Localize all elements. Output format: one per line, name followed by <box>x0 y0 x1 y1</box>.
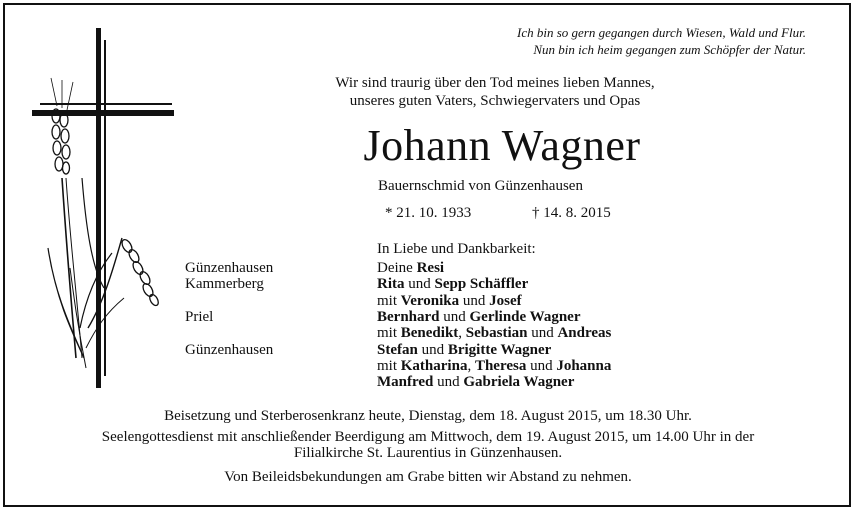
mourner-line: mit Veronika und Josef <box>377 292 522 309</box>
birth-date: * 21. 10. 1933 <box>385 205 472 221</box>
mourner-line: mit Benedikt, Sebastian und Andreas <box>377 325 612 342</box>
intro-line-2: unseres guten Vaters, Schwiegervaters und Opas <box>349 93 641 109</box>
deceased-occupation: Bauernschmid von Günzenhausen <box>378 178 583 194</box>
mass-notice-line-1: Seelengottesdienst mit anschließender Beerdigung am Mittwoch, dem 19. August 2015, um 14.00 Uhr in der <box>101 429 755 445</box>
deceased-name: Johann Wagner <box>363 121 641 170</box>
mourner-place: Günzenhausen <box>185 260 274 276</box>
mourner-line: Deine Resi <box>377 260 445 276</box>
mourner-line: Stefan und Brigitte Wagner <box>377 341 552 358</box>
mourner-line: Manfred und Gabriela Wagner <box>377 374 575 391</box>
mourner-line: mit Katharina, Theresa und Johanna <box>377 357 612 374</box>
death-date: † 14. 8. 2015 <box>532 205 611 221</box>
mourner-line: Rita und Sepp Schäffler <box>377 276 529 293</box>
motto-line-2: Nun bin ich heim gegangen zum Schöpfer der Natur. <box>533 42 806 57</box>
motto-verse <box>517 24 806 58</box>
intro-line-1: Wir sind traurig über den Tod meines lieben Mannes, <box>335 75 655 91</box>
motto-line-1: Ich bin so gern gegangen durch Wiesen, Wald und Flur. <box>517 25 806 40</box>
mass-notice-line-2: Filialkirche St. Laurentius in Günzenhausen. <box>293 445 563 461</box>
mourner-line: Bernhard und Gerlinde Wagner <box>377 308 581 325</box>
mourner-place: Günzenhausen <box>185 341 274 358</box>
condolences-notice: Von Beileidsbekundungen am Grabe bitten wir Abstand zu nehmen. <box>224 469 632 485</box>
mourner-place: Kammerberg <box>185 276 264 293</box>
intro-text <box>0 74 856 110</box>
mourner-place: Priel <box>185 308 214 325</box>
mourners-intro: In Liebe und Dankbarkeit: <box>377 241 536 257</box>
funeral-notice: Beisetzung und Sterberosenkranz heute, Dienstag, dem 18. August 2015, um 18.30 Uhr. <box>164 408 692 424</box>
